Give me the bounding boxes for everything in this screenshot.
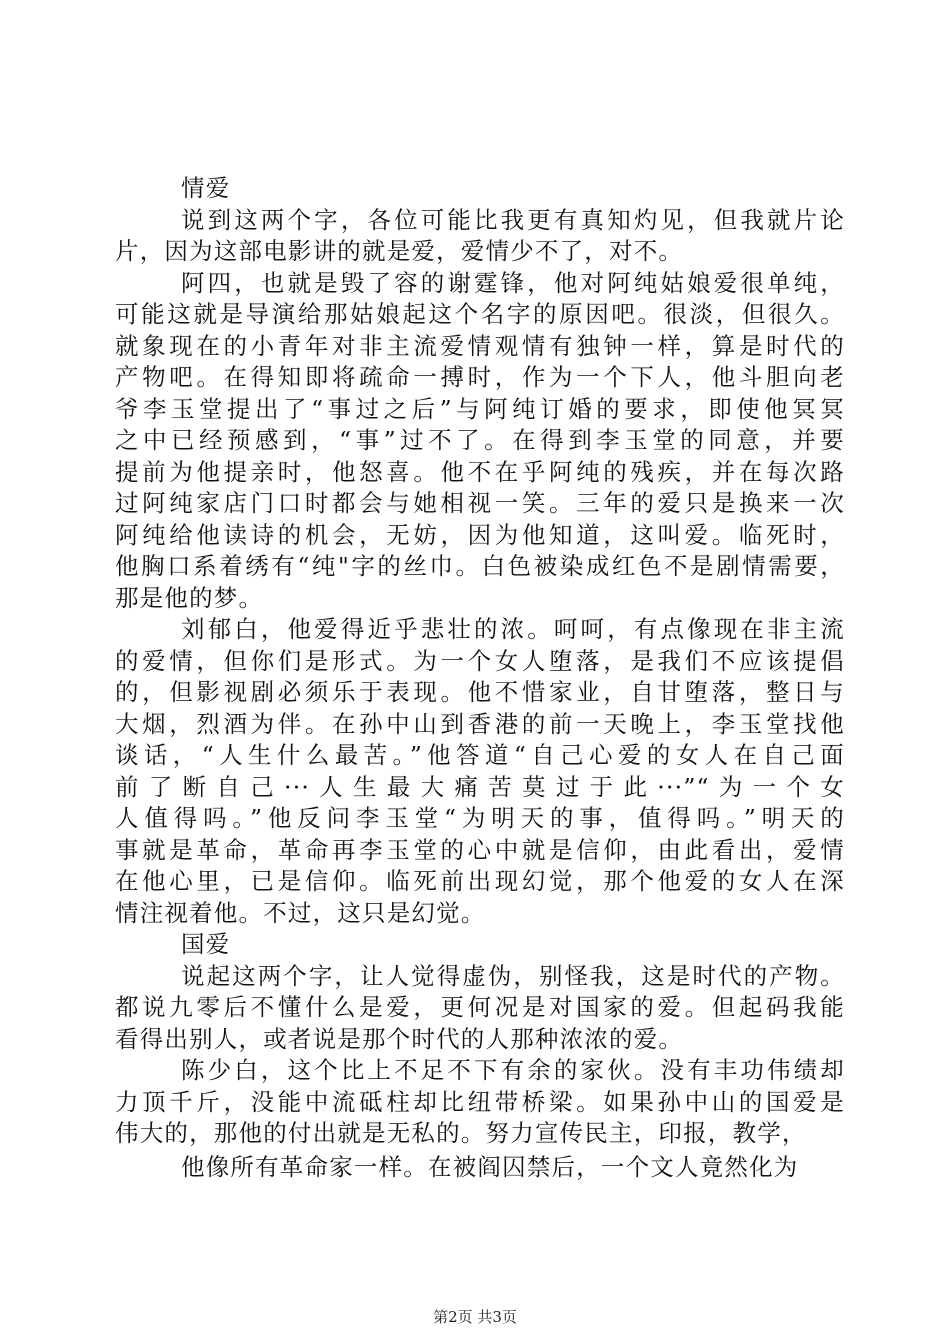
- paragraph: [115, 1055, 845, 1150]
- text-line: 说起这两个字，让人觉得虚伪，别怪我，这是时代的产物。: [181, 961, 845, 990]
- text-line: 提前为他提亲时，他怒喜。他不在乎阿纯的残疾，并在每次路: [115, 457, 845, 486]
- text-line: 说到这两个字，各位可能比我更有真知灼见，但我就片论: [181, 205, 845, 234]
- text-line: 他胸口系着绣有“纯"字的丝巾。白色被染成红色不是剧情需要，: [115, 552, 845, 580]
- text-line: 力顶千斤，没能中流砥柱却比纽带桥梁。如果孙中山的国爱是: [115, 1087, 845, 1116]
- text-line: 阿纯给他读诗的机会，无妨，因为他知道，这叫爱。临死时，: [115, 520, 845, 549]
- text-line: 看得出别人，或者说是那个时代的人那种浓浓的爱。: [115, 1024, 684, 1053]
- text-line: 事就是革命，革命再李玉堂的心中就是信仰，由此看出，爱情: [115, 835, 845, 864]
- text-line: 前了断自己···人生最大痛苦莫过于此···”“为一个女: [115, 772, 845, 801]
- section-heading: [115, 929, 845, 961]
- text-line: 他像所有革命家一样。在被阎囚禁后，一个文人竟然化为: [181, 1153, 799, 1181]
- text-line: 之中已经预感到，“事”过不了。在得到李玉堂的同意，并要: [115, 426, 845, 454]
- continuation-text: [115, 1152, 845, 1184]
- text-line: 谈话，“人生什么最苦。”他答道“自己心爱的女人在自己面: [115, 741, 845, 769]
- paragraph: [115, 961, 845, 1056]
- text-line: 的爱情，但你们是形式。为一个女人堕落，是我们不应该提倡: [115, 646, 845, 675]
- text-line: 过阿纯家店门口时都会与她相视一笑。三年的爱只是换来一次: [115, 489, 845, 517]
- text-line: 刘郁白，他爱得近乎悲壮的浓。呵呵，有点像现在非主流: [181, 615, 845, 643]
- text-line: 阿四，也就是毁了容的谢霆锋，他对阿纯姑娘爱很单纯，: [181, 268, 845, 297]
- text-line: 情爱: [181, 174, 231, 202]
- page-footer: 第2页 共3页: [433, 1308, 517, 1326]
- section-heading: [115, 173, 845, 205]
- text-line: 那是他的梦。: [115, 583, 264, 612]
- text-line: 就象现在的小青年对非主流爱情观情有独钟一样，算是时代的: [115, 331, 845, 360]
- text-line: 情注视着他。不过，这只是幻觉。: [115, 898, 486, 927]
- text-line: 国爱: [181, 930, 231, 958]
- paragraph: [115, 205, 845, 268]
- text-line: 人值得吗。”他反问李玉堂“为明天的事，值得吗。”明天的: [115, 804, 845, 832]
- text-line: 伟大的，那他的付出就是无私的。努力宣传民主，印报，教学，: [115, 1119, 807, 1147]
- text-line: 的，但影视剧必须乐于表现。他不惜家业，自甘堕落，整日与: [115, 678, 845, 706]
- text-line: 可能这就是导演给那姑娘起这个名字的原因吧。很淡，但很久。: [115, 300, 845, 328]
- paragraph: [115, 268, 845, 615]
- text-line: 在他心里，已是信仰。临死前出现幻觉，那个他爱的女人在深: [115, 867, 845, 895]
- document-body: [115, 173, 845, 1150]
- text-line: 陈少白，这个比上不足不下有余的家伙。没有丰功伟绩却: [181, 1056, 845, 1084]
- text-line: 片，因为这部电影讲的就是爱，爱情少不了，对不。: [115, 237, 684, 265]
- paragraph: [115, 614, 845, 929]
- text-line: 爷李玉堂提出了“事过之后”与阿纯订婚的要求，即使他冥冥: [115, 394, 845, 423]
- text-line: 大烟，烈酒为伴。在孙中山到香港的前一天晚上，李玉堂找他: [115, 709, 845, 738]
- text-line: 产物吧。在得知即将疏命一搏时，作为一个下人，他斗胆向老: [115, 363, 845, 391]
- text-line: 都说九零后不懂什么是爱，更何况是对国家的爱。但起码我能: [115, 993, 845, 1021]
